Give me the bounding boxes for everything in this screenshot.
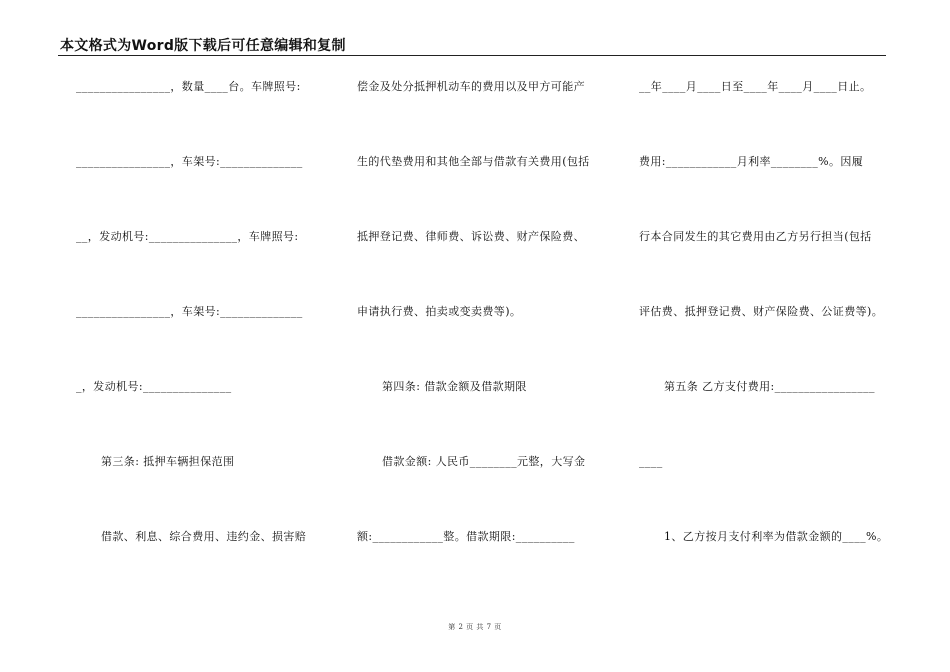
text-line: 评估费、抵押登记费、财产保险费、公证费等)。 xyxy=(639,305,884,318)
text-column-3 xyxy=(639,0,899,600)
text-line: 生的代垫费用和其他全部与借款有关费用(包括 xyxy=(357,155,590,168)
text-line: 抵押登记费、律师费、诉讼费、财产保险费、 xyxy=(357,230,585,243)
section-heading-5: 第五条 乙方支付费用:_________________ xyxy=(664,380,875,393)
text-line: ____ xyxy=(639,455,663,468)
text-line: 偿金及处分抵押机动车的费用以及甲方可能产 xyxy=(357,80,585,93)
section-heading-4: 第四条: 借款金额及借款期限 xyxy=(382,380,527,393)
text-line: 费用:____________月利率________%。因履 xyxy=(639,155,864,168)
text-line: _，发动机号:_______________ xyxy=(76,380,232,393)
text-line: 额:____________整。借款期限:__________ xyxy=(357,530,575,543)
text-line: 借款金额: 人民币________元整，大写金 xyxy=(382,455,586,468)
text-line: 行本合同发生的其它费用由乙方另行担当(包括 xyxy=(639,230,872,243)
text-column-1 xyxy=(76,0,326,600)
text-column-2 xyxy=(357,0,617,600)
text-line: ________________，数量____台。车牌照号: xyxy=(76,80,301,93)
text-line: ________________，车架号:______________ xyxy=(76,305,303,318)
section-heading-3: 第三条: 抵押车辆担保范围 xyxy=(101,455,235,468)
header-title: 本文格式为Word版下载后可任意编辑和复制 xyxy=(60,38,346,54)
text-line: ________________，车架号:______________ xyxy=(76,155,303,168)
text-line: 借款、利息、综合费用、违约金、损害赔 xyxy=(101,530,307,543)
text-line: __年____月____日至____年____月____日止。 xyxy=(639,80,872,93)
text-line: 1、乙方按月支付利率为借款金额的____%。 xyxy=(664,530,889,543)
page-footer: 第 2 页 共 7 页 xyxy=(448,623,502,631)
text-line: 申请执行费、拍卖或变卖费等)。 xyxy=(357,305,522,318)
text-line: __，发动机号:_______________，车牌照号: xyxy=(76,230,299,243)
